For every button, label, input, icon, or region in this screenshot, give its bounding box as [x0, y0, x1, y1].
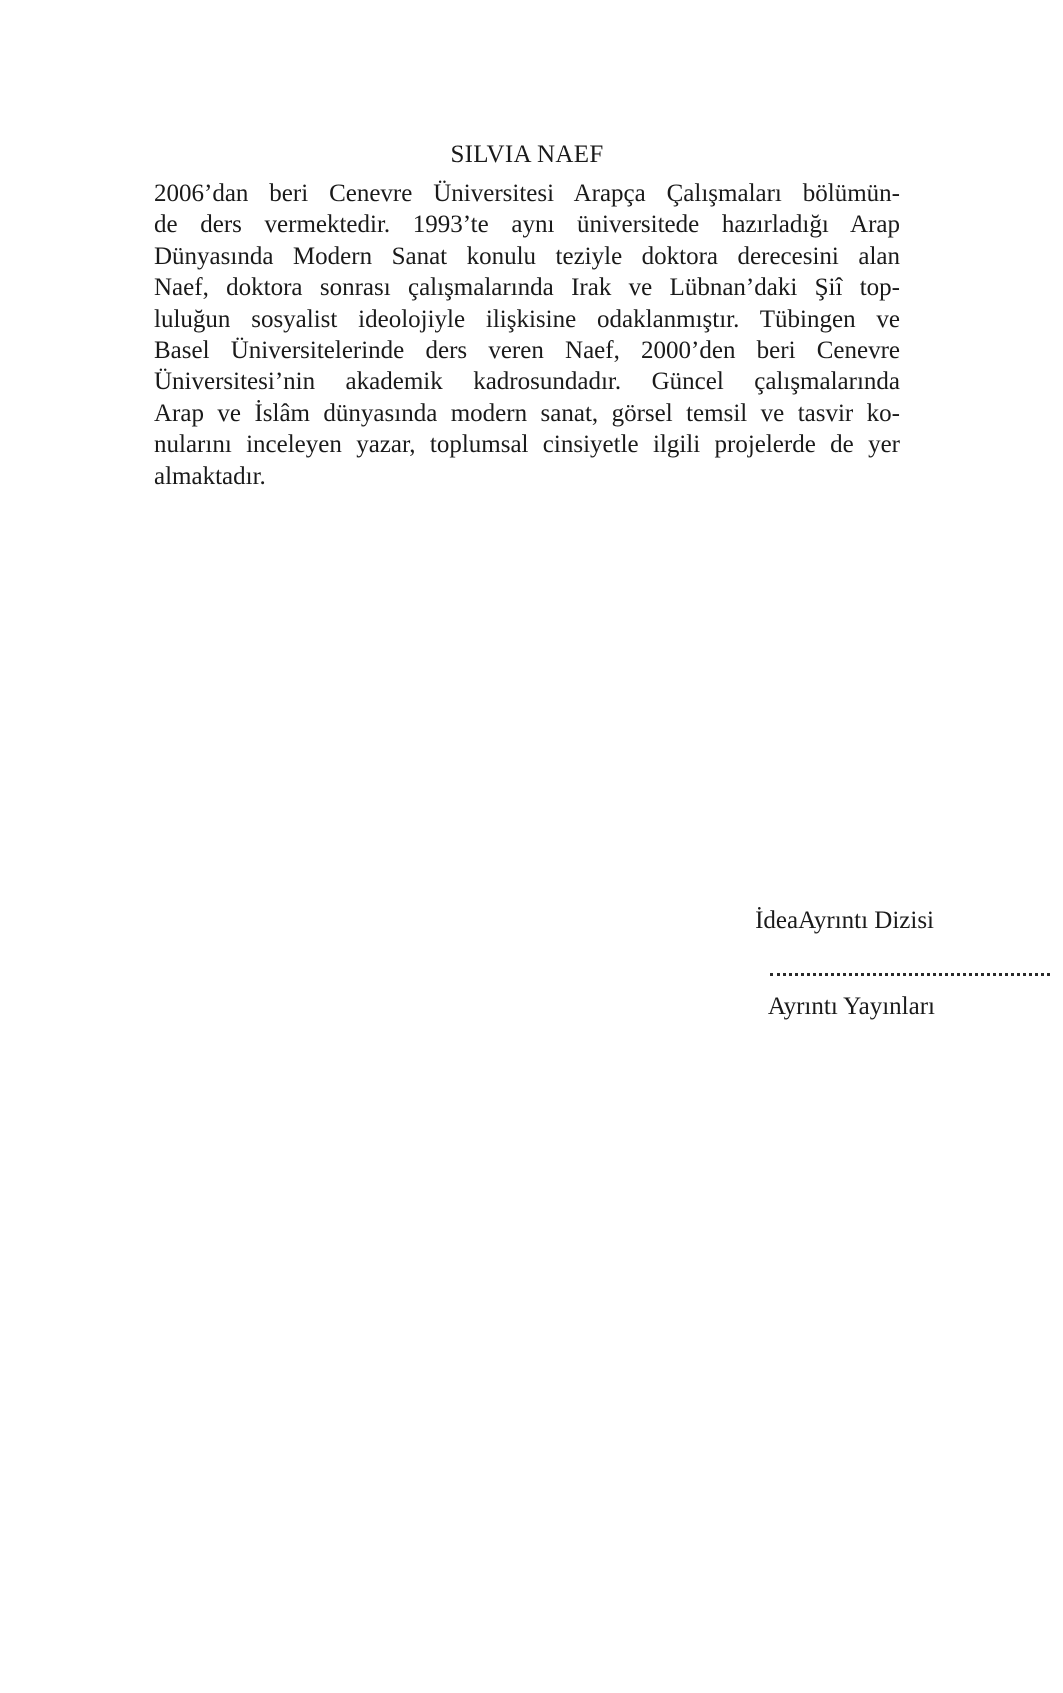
bio-line: almaktadır. [154, 462, 266, 490]
bio-line: Üniversitesi’nin akademik kadrosundadır. Güncel çalışmalarında [154, 368, 900, 396]
author-name: SILVIA NAEF [450, 141, 604, 168]
bio-line: 2006’dan beri Cenevre Üniversitesi Arapça Çalışmaları bölümün- [154, 180, 900, 207]
bio-line: Arap ve İslâm dünyasında modern sanat, görsel temsil ve tasvir ko- [154, 399, 900, 427]
bio-line: Dünyasında Modern Sanat konulu teziyle doktora derecesini alan [154, 242, 900, 270]
series-name: İdeaAyrıntı Dizisi [755, 907, 934, 934]
bio-line: de ders vermektedir. 1993’te aynı üniversitede hazırladığı Arap [154, 211, 900, 239]
bio-line: nularını inceleyen yazar, toplumsal cinsiyetle ilgili projelerde de yer [154, 431, 900, 459]
dotted-divider [770, 973, 1050, 976]
publisher-name: Ayrıntı Yayınları [767, 993, 935, 1020]
bio-line: Naef, doktora sonrası çalışmalarında Irak ve Lübnan’daki Şiî top- [154, 274, 900, 302]
bio-line: Basel Üniversitelerinde ders veren Naef, 2000’den beri Cenevre [154, 337, 900, 365]
author-biography [154, 178, 900, 492]
bio-line: luluğun sosyalist ideolojiyle ilişkisine odaklanmıştır. Tübingen ve [154, 305, 900, 333]
